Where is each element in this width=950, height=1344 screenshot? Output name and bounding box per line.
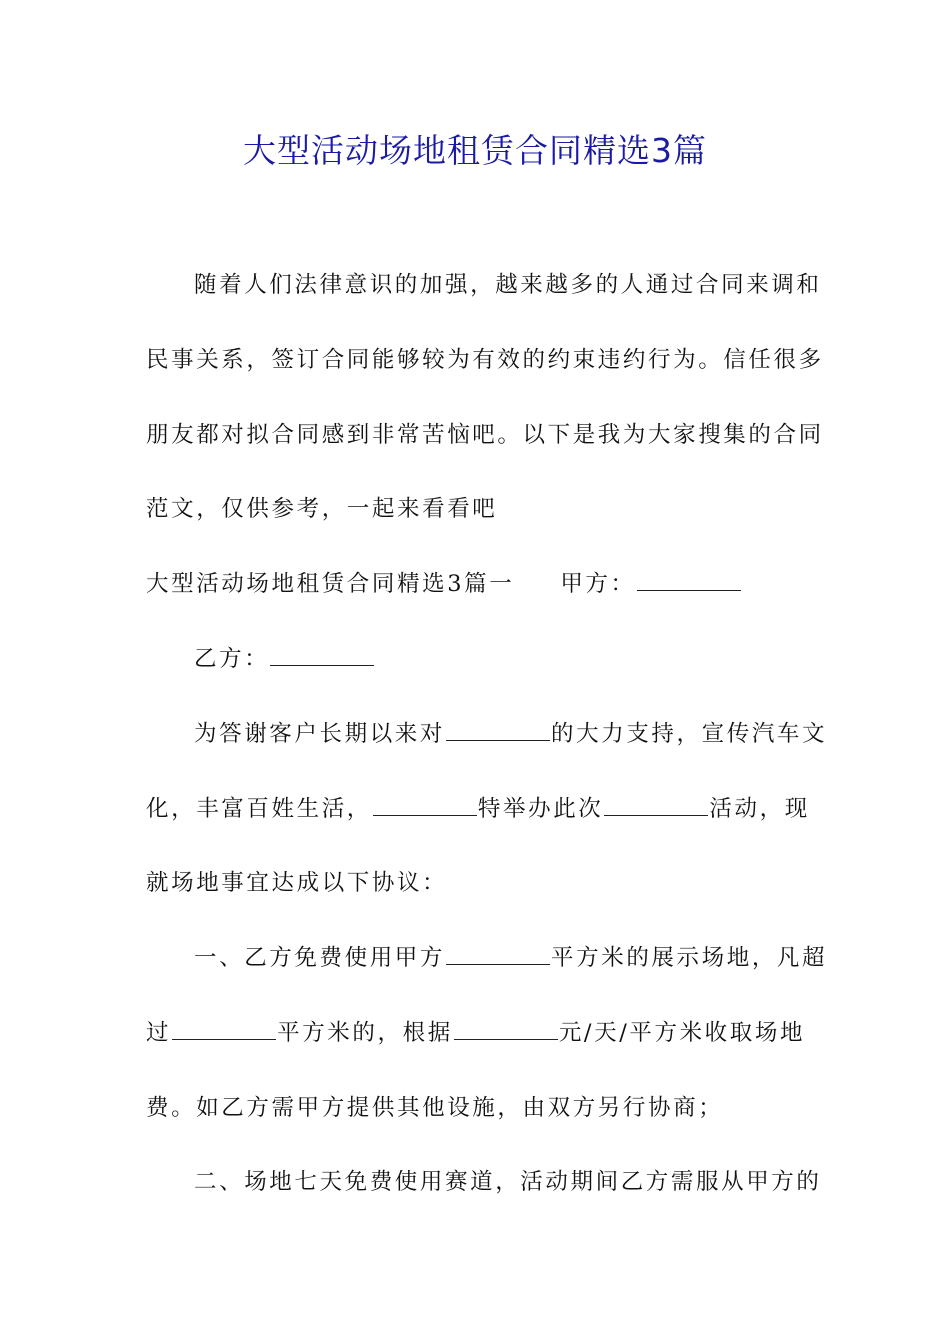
- text-fragment: 为答谢客户长期以来对: [194, 721, 446, 747]
- text-fragment: 活动，现: [709, 796, 810, 822]
- party-b-blank: [270, 645, 374, 666]
- party-a-label: 甲方：: [560, 571, 636, 597]
- text-fragment: 平方米的展示场地，凡超: [551, 945, 828, 971]
- text-fragment: 过: [146, 1020, 172, 1046]
- text-fragment: 的大力支持，宣传汽车文: [551, 721, 828, 747]
- intro-line-3: 朋友都对拟合同感到非常苦恼吧。以下是我为大家搜集的合同: [146, 422, 824, 448]
- fill-blank: [604, 795, 708, 816]
- text-fragment: 元/天/平方米收取场地: [558, 1020, 806, 1046]
- text-fragment: 特举办此次: [477, 796, 604, 822]
- fill-blank: [373, 795, 477, 816]
- paragraph-1-line-2: [146, 792, 816, 826]
- clause-1-line-2: [146, 1016, 816, 1050]
- party-b-label: 乙方：: [194, 646, 270, 672]
- fill-blank: [446, 720, 550, 741]
- paragraph-1-line-1: [194, 717, 864, 751]
- party-a-blank: [637, 570, 741, 591]
- paragraph-1-line-3: 就场地事宜达成以下协议：: [146, 870, 448, 896]
- clause-1-line-3: 费。如乙方需甲方提供其他设施，由双方另行协商；: [146, 1095, 724, 1121]
- fill-blank: [446, 944, 550, 965]
- intro-line-1: 随着人们法律意识的加强，越来越多的人通过合同来调和: [194, 272, 822, 298]
- text-fragment: 平方米的，根据: [277, 1020, 453, 1046]
- fill-blank: [172, 1019, 276, 1040]
- intro-line-2: 民事关系，签订合同能够较为有效的约束违约行为。信任很多: [146, 347, 824, 373]
- section-heading-line: [146, 567, 816, 601]
- clause-1-line-1: [194, 941, 864, 975]
- text-fragment: 化，丰富百姓生活，: [146, 796, 372, 822]
- document-title: 大型活动场地租赁合同精选3篇: [243, 131, 707, 170]
- fill-blank: [454, 1019, 558, 1040]
- text-fragment: 一、乙方免费使用甲方: [194, 945, 446, 971]
- section-heading: 大型活动场地租赁合同精选3篇一: [146, 571, 515, 597]
- intro-line-4: 范文，仅供参考，一起来看看吧: [146, 496, 498, 522]
- clause-2-line-1: 二、场地七天免费使用赛道，活动期间乙方需服从甲方的: [194, 1169, 822, 1195]
- party-b-line: [194, 642, 864, 676]
